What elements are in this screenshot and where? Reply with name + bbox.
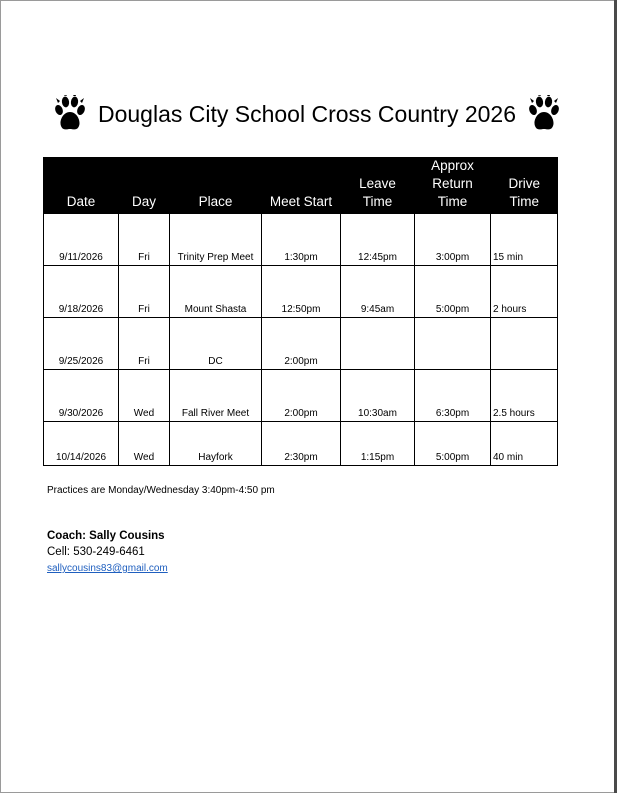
column-header-drive-time	[491, 157, 558, 214]
header-line: Time	[437, 194, 468, 209]
header-line: Return	[432, 176, 473, 191]
cell-date: 9/18/2026	[44, 266, 119, 318]
cell-leave-time: 9:45am	[341, 266, 415, 318]
cell-leave-time: 10:30am	[341, 370, 415, 422]
table-row	[44, 318, 558, 370]
header-line: Approx	[431, 158, 474, 173]
column-header-meet-start	[262, 157, 341, 214]
table-row	[44, 266, 558, 318]
document-title: Douglas City School Cross Country 2026	[97, 100, 517, 127]
cell-place: Trinity Prep Meet	[170, 214, 262, 266]
cell-leave-time: 1:15pm	[341, 422, 415, 466]
column-header-leave-time	[341, 157, 415, 214]
cell-date: 9/30/2026	[44, 370, 119, 422]
column-header-return-time	[415, 157, 491, 214]
cell-day: Wed	[119, 422, 170, 466]
header-line: Time	[509, 194, 539, 209]
cell-drive-time: 2 hours	[491, 266, 558, 318]
paw-print-icon	[54, 95, 86, 133]
meet-schedule-table	[43, 157, 558, 466]
header-line: Day	[131, 194, 156, 209]
cell-meet-start: 12:50pm	[262, 266, 341, 318]
column-header-place	[170, 157, 262, 214]
coach-email-link[interactable]: sallycousins83@gmail.com	[47, 563, 168, 574]
coach-name: Coach: Sally Cousins	[47, 530, 165, 542]
cell-place: Mount Shasta	[170, 266, 262, 318]
cell-place: Fall River Meet	[170, 370, 262, 422]
cell-return-time: 6:30pm	[415, 370, 491, 422]
header-line: Drive	[508, 176, 540, 191]
coach-phone: Cell: 530-249-6461	[47, 546, 145, 558]
cell-day: Fri	[119, 266, 170, 318]
cell-day: Fri	[119, 214, 170, 266]
header-line: Leave	[359, 176, 396, 191]
cell-meet-start: 1:30pm	[262, 214, 341, 266]
cell-day: Wed	[119, 370, 170, 422]
cell-meet-start: 2:00pm	[262, 370, 341, 422]
cell-drive-time: 40 min	[491, 422, 558, 466]
table-row	[44, 370, 558, 422]
column-header-day	[119, 157, 170, 214]
cell-return-time: 5:00pm	[415, 422, 491, 466]
cell-place: DC	[170, 318, 262, 370]
cell-date: 9/25/2026	[44, 318, 119, 370]
cell-meet-start: 2:30pm	[262, 422, 341, 466]
table-row	[44, 214, 558, 266]
cell-place: Hayfork	[170, 422, 262, 466]
cell-leave-time	[341, 318, 415, 370]
cell-date: 9/11/2026	[44, 214, 119, 266]
title-row	[67, 91, 547, 137]
cell-drive-time: 2.5 hours	[491, 370, 558, 422]
header-line: Place	[198, 194, 233, 209]
cell-drive-time: 15 min	[491, 214, 558, 266]
table-row	[44, 422, 558, 466]
cell-return-time: 3:00pm	[415, 214, 491, 266]
cell-date: 10/14/2026	[44, 422, 119, 466]
paw-print-icon	[528, 95, 560, 133]
cell-meet-start: 2:00pm	[262, 318, 341, 370]
cell-day: Fri	[119, 318, 170, 370]
table-header-row	[44, 157, 558, 214]
cell-leave-time: 12:45pm	[341, 214, 415, 266]
header-line: Time	[362, 194, 393, 209]
practices-note: Practices are Monday/Wednesday 3:40pm-4:50 pm	[47, 485, 275, 496]
header-line: Meet Start	[269, 194, 333, 209]
column-header-date	[44, 157, 119, 214]
header-line: Date	[66, 194, 96, 209]
cell-drive-time	[491, 318, 558, 370]
cell-return-time: 5:00pm	[415, 266, 491, 318]
cell-return-time	[415, 318, 491, 370]
